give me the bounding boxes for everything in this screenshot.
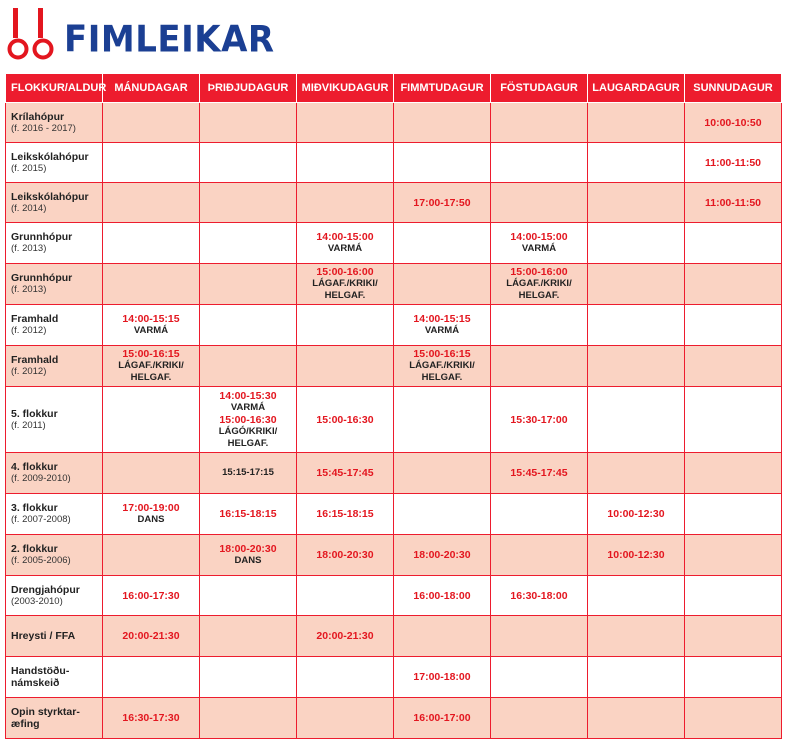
location-label: LÁGAF./KRIKI/ (409, 360, 475, 371)
page-title: FIMLEIKAR (64, 18, 275, 62)
group-cell (6, 494, 103, 535)
table-header-row (6, 74, 782, 103)
schedule-cell (685, 143, 782, 183)
time-slot: 16:30-17:30 (122, 712, 180, 724)
group-name: Drengjahópur (11, 583, 80, 596)
schedule-cell (685, 305, 782, 346)
schedule-cell (588, 535, 685, 576)
schedule-cell (394, 264, 491, 305)
schedule-cell (491, 305, 588, 346)
schedule-cell (588, 698, 685, 739)
schedule-cell (685, 453, 782, 494)
schedule-cell (394, 387, 491, 453)
schedule-cell (200, 346, 297, 387)
group-year: (f. 2016 - 2017) (11, 122, 76, 134)
time-slot: 14:00-15:00 (316, 231, 374, 243)
table-row (6, 264, 782, 305)
group-year: æfing (11, 718, 40, 730)
schedule-cell (200, 305, 297, 346)
schedule-cell (491, 346, 588, 387)
schedule-cell (103, 535, 200, 576)
schedule-cell (491, 264, 588, 305)
group-cell (6, 535, 103, 576)
column-header: FÖSTUDAGUR (491, 74, 588, 103)
schedule-cell (588, 387, 685, 453)
schedule-cell (491, 143, 588, 183)
schedule-cell (394, 616, 491, 657)
group-year: (2003-2010) (11, 595, 63, 607)
location-label: LÁGAF./KRIKI/ (506, 278, 572, 289)
table-row (6, 103, 782, 143)
location-label: LÁGÓ/KRIKI/ (218, 425, 278, 437)
location-label: DANS (234, 555, 262, 566)
column-header: SUNNUDAGUR (685, 74, 782, 103)
location-label: HELGAF. (130, 372, 172, 383)
schedule-cell (297, 453, 394, 494)
schedule-cell (297, 535, 394, 576)
group-name: Grunnhópur (11, 272, 73, 284)
group-name: Krílahópur (11, 110, 65, 123)
location-label: VARMÁ (327, 243, 363, 254)
group-cell (6, 453, 103, 494)
schedule-cell (200, 143, 297, 183)
group-cell (6, 223, 103, 264)
group-year: (f. 2013) (11, 284, 47, 295)
schedule-cell (588, 264, 685, 305)
location-label: LÁGAF./KRIKI/ (312, 278, 378, 289)
schedule-cell (394, 494, 491, 535)
schedule-cell (588, 616, 685, 657)
table-row (6, 223, 782, 264)
time-slot: 14:00-15:15 (122, 313, 180, 325)
time-slot: 15:00-16:30 (219, 413, 277, 426)
time-slot: 17:00-17:50 (413, 196, 471, 209)
schedule-cell (200, 183, 297, 223)
column-header: FLOKKUR/ALDUR (6, 74, 103, 103)
time-slot: 10:00-12:30 (607, 549, 665, 561)
group-cell (6, 657, 103, 698)
schedule-cell (394, 223, 491, 264)
table-row (6, 616, 782, 657)
schedule-cell (685, 698, 782, 739)
schedule-cell (394, 183, 491, 223)
time-slot: 18:00-20:30 (413, 549, 471, 561)
group-year: (f. 2013) (11, 243, 47, 254)
schedule-cell (491, 494, 588, 535)
time-slot: 16:00-17:00 (413, 712, 471, 724)
schedule-cell (394, 453, 491, 494)
schedule-cell (588, 103, 685, 143)
schedule-cell (491, 183, 588, 223)
schedule-cell (103, 387, 200, 453)
schedule-cell (200, 103, 297, 143)
schedule-cell (491, 453, 588, 494)
time-slot: 15:00-16:00 (510, 266, 568, 278)
schedule-cell (200, 698, 297, 739)
table-row (6, 183, 782, 223)
table-row (6, 346, 782, 387)
group-cell (6, 143, 103, 183)
schedule-cell (491, 103, 588, 143)
schedule-cell (685, 494, 782, 535)
time-slot: 14:00-15:30 (219, 389, 277, 402)
schedule-cell (685, 183, 782, 223)
time-slot: 11:00-11:50 (704, 196, 762, 209)
group-year: (f. 2011) (11, 419, 46, 431)
schedule-cell (685, 657, 782, 698)
table-row (6, 698, 782, 739)
time-slot: 14:00-15:15 (413, 313, 471, 325)
time-slot: 17:00-19:00 (122, 502, 180, 514)
group-cell (6, 616, 103, 657)
schedule-cell (103, 264, 200, 305)
group-year: (f. 2012) (11, 366, 47, 377)
schedule-cell (200, 657, 297, 698)
time-slot: 16:15-18:15 (219, 508, 277, 520)
schedule-cell (588, 494, 685, 535)
time-slot: 16:00-17:30 (122, 589, 180, 602)
table-row (6, 576, 782, 616)
schedule-cell (588, 453, 685, 494)
schedule-cell (491, 657, 588, 698)
schedule-cell (103, 453, 200, 494)
group-name: Hreysti / FFA (11, 630, 76, 642)
schedule-cell (685, 535, 782, 576)
gymnastics-rings-icon (6, 8, 58, 64)
time-slot: 16:15-18:15 (316, 508, 374, 520)
group-name: 5. flokkur (11, 407, 58, 420)
schedule-cell (394, 657, 491, 698)
column-header: MIÐVIKUDAGUR (297, 74, 394, 103)
location-label: VARMÁ (521, 243, 557, 254)
group-cell (6, 387, 103, 453)
group-year: (f. 2014) (11, 202, 47, 214)
schedule-cell (685, 616, 782, 657)
schedule-cell (491, 223, 588, 264)
time-slot: 18:00-20:30 (219, 543, 277, 555)
schedule-cell (103, 494, 200, 535)
schedule-cell (685, 346, 782, 387)
table-row (6, 453, 782, 494)
schedule-cell (200, 616, 297, 657)
group-cell (6, 264, 103, 305)
schedule-cell (297, 698, 394, 739)
time-slot: 10:00-10:50 (704, 116, 762, 129)
schedule-cell (588, 346, 685, 387)
group-year: námskeið (11, 677, 60, 689)
schedule-cell (588, 657, 685, 698)
header (0, 0, 797, 72)
schedule-cell (491, 387, 588, 453)
schedule-cell (394, 143, 491, 183)
group-name: Opin styrktar- (11, 706, 80, 718)
schedule-cell (200, 494, 297, 535)
group-name: Grunnhópur (11, 231, 73, 243)
time-slot: 15:45-17:45 (316, 467, 374, 479)
table-row (6, 387, 782, 453)
time-slot: 18:00-20:30 (316, 549, 374, 561)
schedule-cell (297, 387, 394, 453)
time-slot: 10:00-12:30 (607, 508, 665, 520)
schedule-cell (103, 223, 200, 264)
schedule-cell (491, 535, 588, 576)
schedule-cell (297, 103, 394, 143)
table-row (6, 143, 782, 183)
schedule-cell (297, 576, 394, 616)
location-label: HELGAF. (518, 290, 560, 301)
time-slot: 14:00-15:00 (510, 231, 568, 243)
schedule-cell (200, 535, 297, 576)
group-name: Handstöðu- (11, 665, 70, 677)
schedule-cell (297, 143, 394, 183)
schedule-cell (297, 616, 394, 657)
schedule-cell (297, 657, 394, 698)
time-slot: 15:00-16:15 (122, 348, 180, 360)
schedule-cell (394, 346, 491, 387)
time-text: 15:15-17:15 (222, 467, 274, 478)
table-row (6, 305, 782, 346)
schedule-cell (200, 387, 297, 453)
schedule-cell (103, 576, 200, 616)
schedule-cell (103, 657, 200, 698)
schedule-cell (685, 264, 782, 305)
group-name: Leikskólahópur (11, 190, 89, 203)
schedule-cell (297, 346, 394, 387)
group-year: (f. 2012) (11, 325, 47, 336)
location-label: DANS (137, 514, 165, 525)
column-header: ÞRIÐJUDAGUR (200, 74, 297, 103)
group-name: 3. flokkur (11, 502, 58, 514)
schedule-cell (103, 143, 200, 183)
schedule-cell (103, 698, 200, 739)
time-slot: 15:00-16:15 (413, 348, 471, 360)
time-slot: 16:00-18:00 (413, 589, 471, 602)
time-slot: 15:00-16:00 (316, 266, 374, 278)
schedule-cell (491, 616, 588, 657)
schedule-table (5, 73, 782, 739)
group-name: 4. flokkur (11, 461, 58, 473)
schedule-cell (588, 576, 685, 616)
group-year: (f. 2009-2010) (11, 473, 71, 484)
schedule-cell (588, 305, 685, 346)
schedule-cell (588, 143, 685, 183)
time-slot: 15:00-16:30 (316, 413, 374, 426)
table-row (6, 494, 782, 535)
group-cell (6, 305, 103, 346)
location-label: VARMÁ (424, 325, 460, 336)
schedule-cell (491, 576, 588, 616)
time-slot: 15:45-17:45 (510, 467, 568, 479)
group-name: Framhald (11, 354, 59, 366)
group-cell (6, 103, 103, 143)
group-year: (f. 2005-2006) (11, 555, 71, 566)
schedule-cell (394, 535, 491, 576)
schedule-cell (103, 305, 200, 346)
schedule-cell (394, 305, 491, 346)
time-slot: 16:30-18:00 (510, 589, 568, 602)
schedule-cell (297, 183, 394, 223)
schedule-cell (103, 616, 200, 657)
group-year: (f. 2007-2008) (11, 514, 71, 525)
schedule-cell (491, 698, 588, 739)
group-year: (f. 2015) (11, 162, 47, 174)
schedule-cell (394, 698, 491, 739)
location-label: HELGAF. (421, 372, 463, 383)
schedule-cell (103, 183, 200, 223)
location-label: VARMÁ (133, 325, 169, 336)
schedule-cell (394, 576, 491, 616)
time-slot: 11:00-11:50 (704, 156, 762, 169)
time-slot: 15:30-17:00 (510, 413, 568, 426)
column-header: LAUGARDAGUR (588, 74, 685, 103)
location-label: VARMÁ (230, 401, 266, 413)
location-label: HELGAF. (324, 290, 366, 301)
location-label: HELGAF. (227, 437, 269, 449)
schedule-cell (297, 305, 394, 346)
schedule-cell (685, 387, 782, 453)
column-header: MÁNUDAGAR (103, 74, 200, 103)
group-cell (6, 183, 103, 223)
schedule-cell (394, 103, 491, 143)
group-cell (6, 576, 103, 616)
schedule-cell (200, 223, 297, 264)
schedule-cell (103, 346, 200, 387)
schedule-cell (685, 103, 782, 143)
group-cell (6, 698, 103, 739)
group-name: Leikskólahópur (11, 150, 89, 163)
schedule-cell (685, 223, 782, 264)
location-label: LÁGAF./KRIKI/ (118, 360, 184, 371)
schedule-cell (200, 576, 297, 616)
group-cell (6, 346, 103, 387)
schedule-cell (200, 264, 297, 305)
column-header: FIMMTUDAGUR (394, 74, 491, 103)
schedule-cell (588, 223, 685, 264)
group-name: Framhald (11, 313, 59, 325)
schedule-cell (297, 494, 394, 535)
table-row (6, 535, 782, 576)
group-name: 2. flokkur (11, 543, 58, 555)
time-slot: 17:00-18:00 (413, 671, 471, 683)
schedule-cell (297, 264, 394, 305)
time-slot: 20:00-21:30 (122, 630, 180, 642)
time-slot: 20:00-21:30 (316, 630, 374, 642)
schedule-cell (297, 223, 394, 264)
schedule-cell (200, 453, 297, 494)
schedule-cell (588, 183, 685, 223)
schedule-cell (685, 576, 782, 616)
schedule-cell (103, 103, 200, 143)
table-row (6, 657, 782, 698)
